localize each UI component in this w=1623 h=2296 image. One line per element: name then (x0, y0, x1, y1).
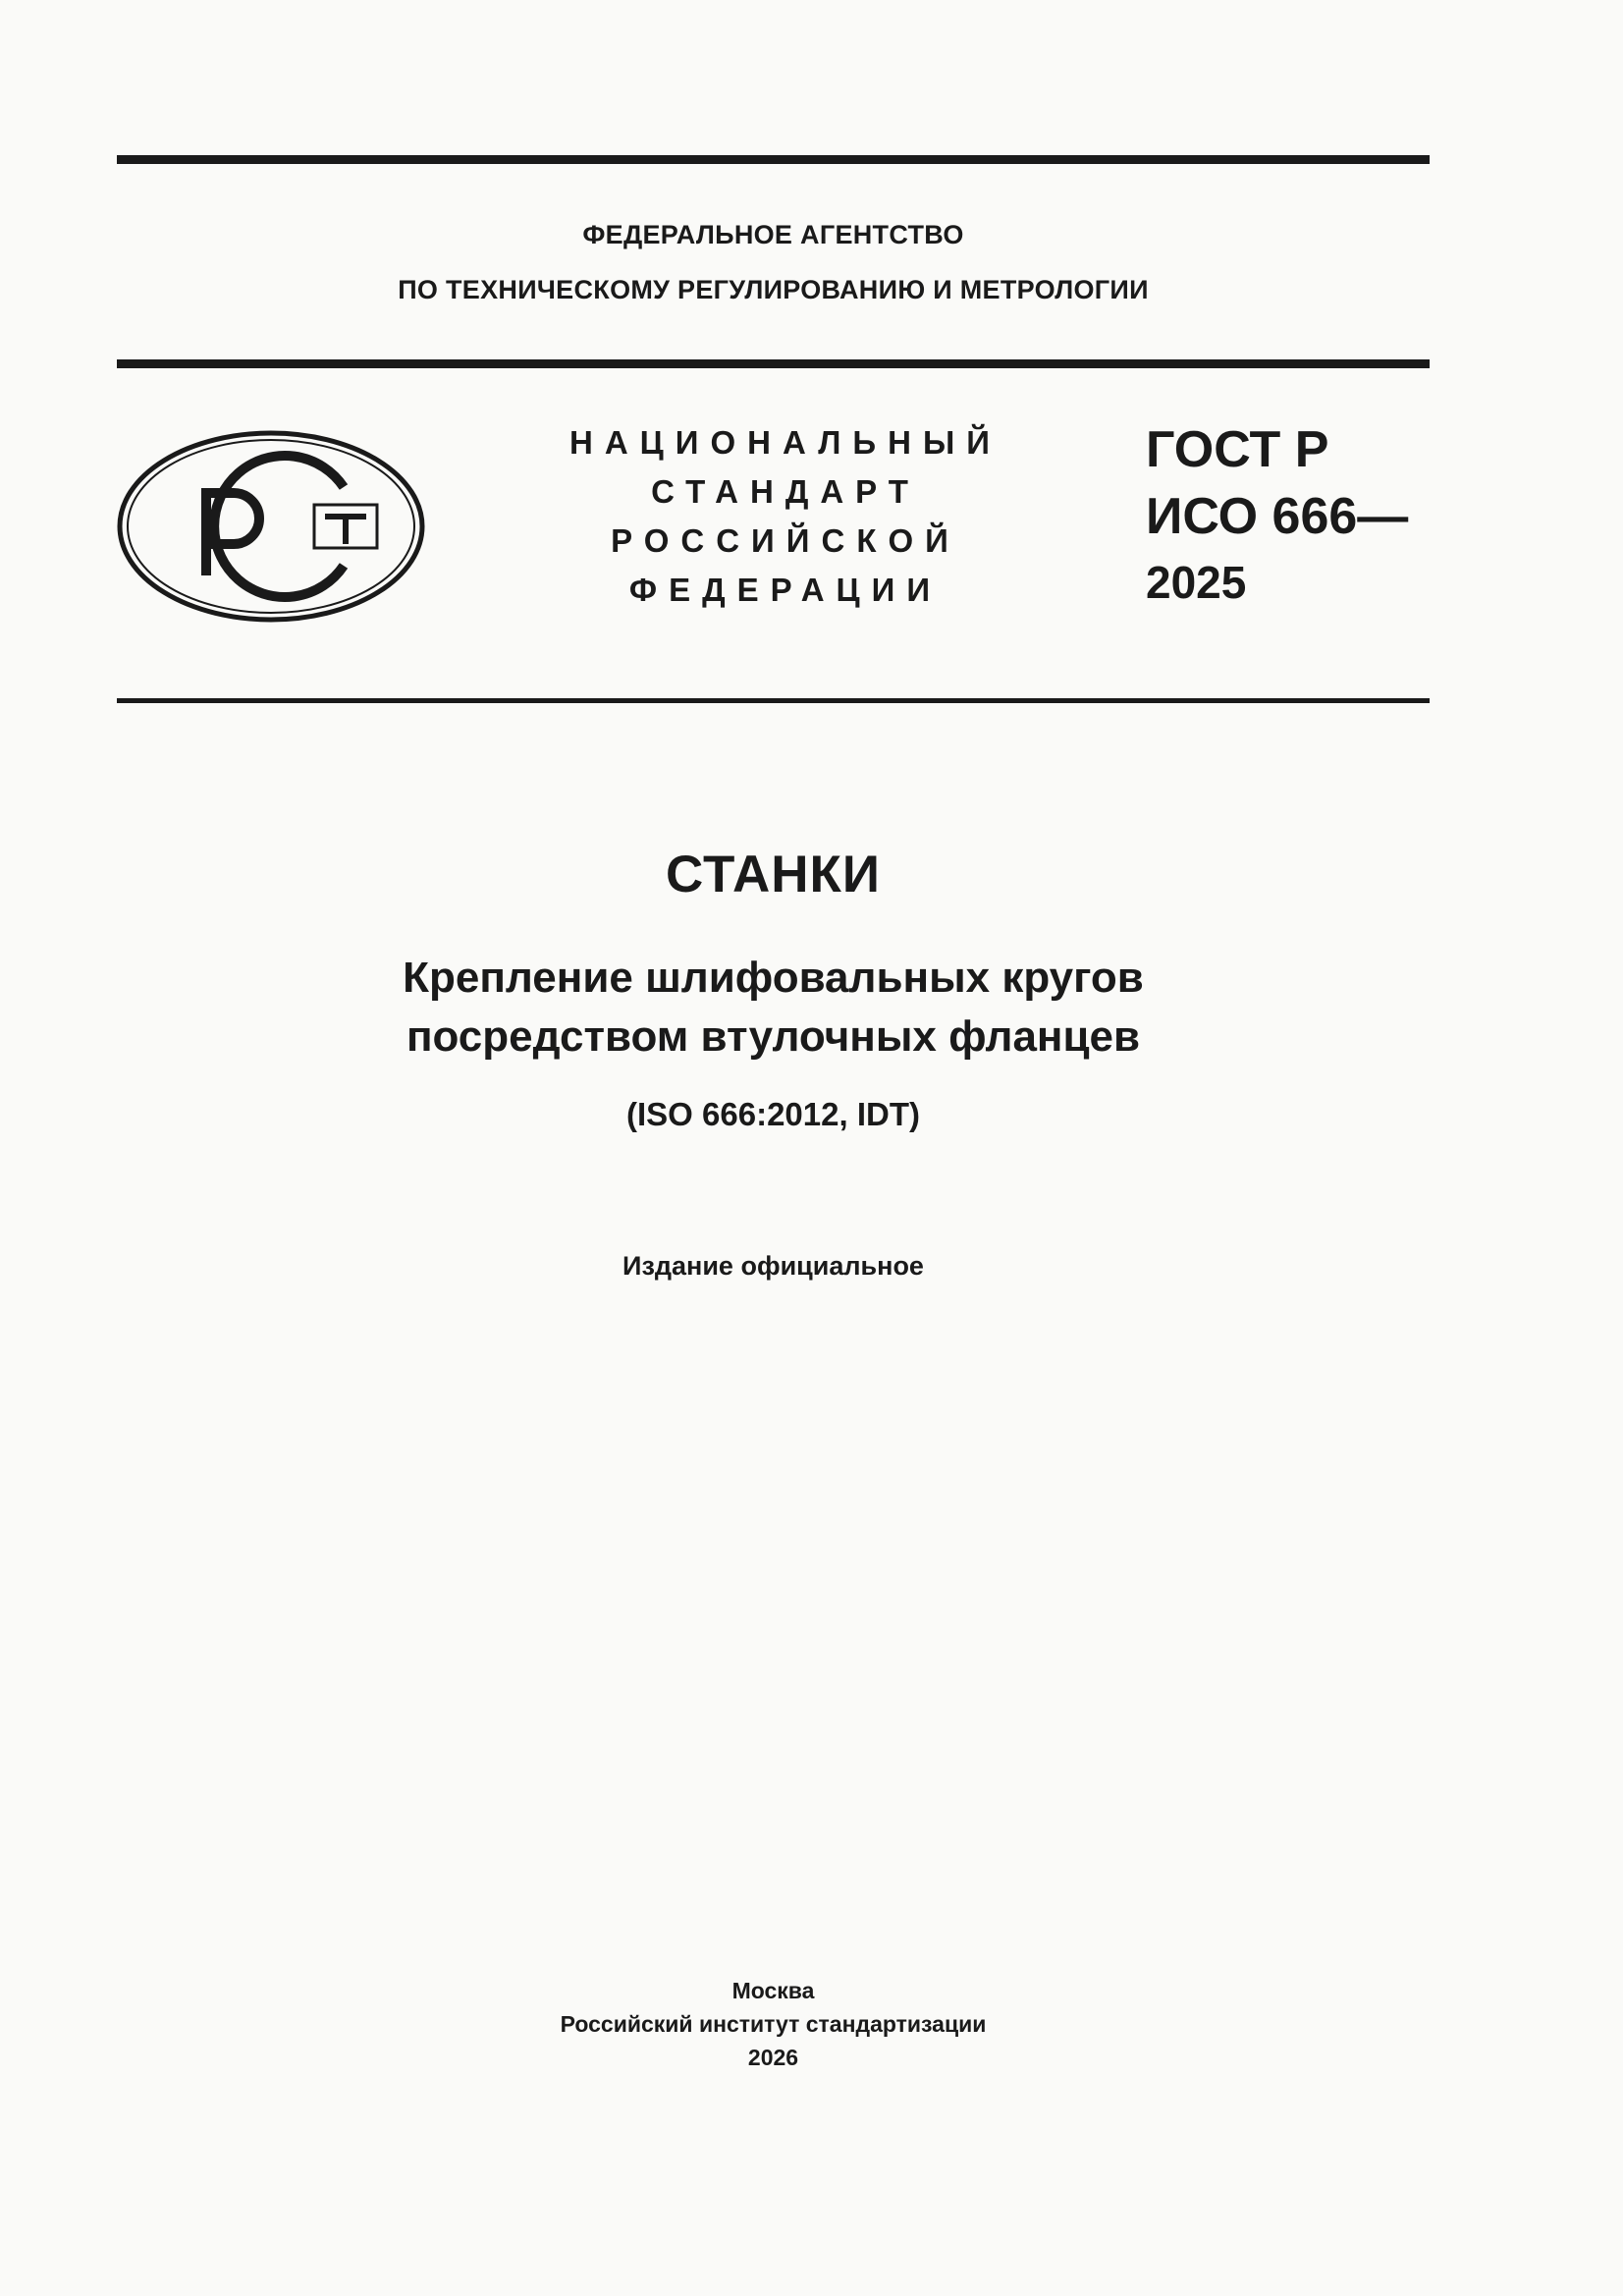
publisher-block (117, 1974, 1430, 2074)
lower-rule (117, 698, 1430, 703)
designation-line-2: ИСО 666— (1146, 488, 1409, 545)
publication-year: 2026 (747, 2045, 799, 2070)
designation-line-1: ГОСТ Р (1146, 421, 1329, 478)
national-standard-line-2: СТАНДАРТ (651, 473, 920, 510)
national-standard-line-4: ФЕДЕРАЦИИ (628, 572, 943, 608)
edition-label: Издание официальное (622, 1251, 924, 1281)
top-rule (117, 155, 1430, 164)
agency-name-line-2: ПО ТЕХНИЧЕСКОМУ РЕГУЛИРОВАНИЮ И МЕТРОЛОГИИ (398, 275, 1149, 304)
middle-rule (117, 359, 1430, 368)
rst-mark-icon (116, 428, 426, 625)
publisher-name: Российский институт стандартизации (560, 2011, 987, 2037)
document-subtitle (117, 949, 1430, 1066)
designation-line-3: 2025 (1146, 557, 1247, 608)
subtitle-line-2: посредством втулочных фланцев (406, 1012, 1141, 1061)
document-title: СТАНКИ (666, 846, 881, 903)
agency-name-line-1: ФЕДЕРАЛЬНОЕ АГЕНТСТВО (582, 220, 964, 249)
iso-reference: (ISO 666:2012, IDT) (626, 1096, 920, 1132)
subtitle-line-1: Крепление шлифовальных кругов (403, 954, 1144, 1002)
national-standard-line-1: НАЦИОНАЛЬНЫЙ (569, 424, 1001, 461)
publisher-city: Москва (731, 1978, 815, 2003)
national-standard-line-3: РОССИЙСКОЙ (611, 522, 960, 559)
